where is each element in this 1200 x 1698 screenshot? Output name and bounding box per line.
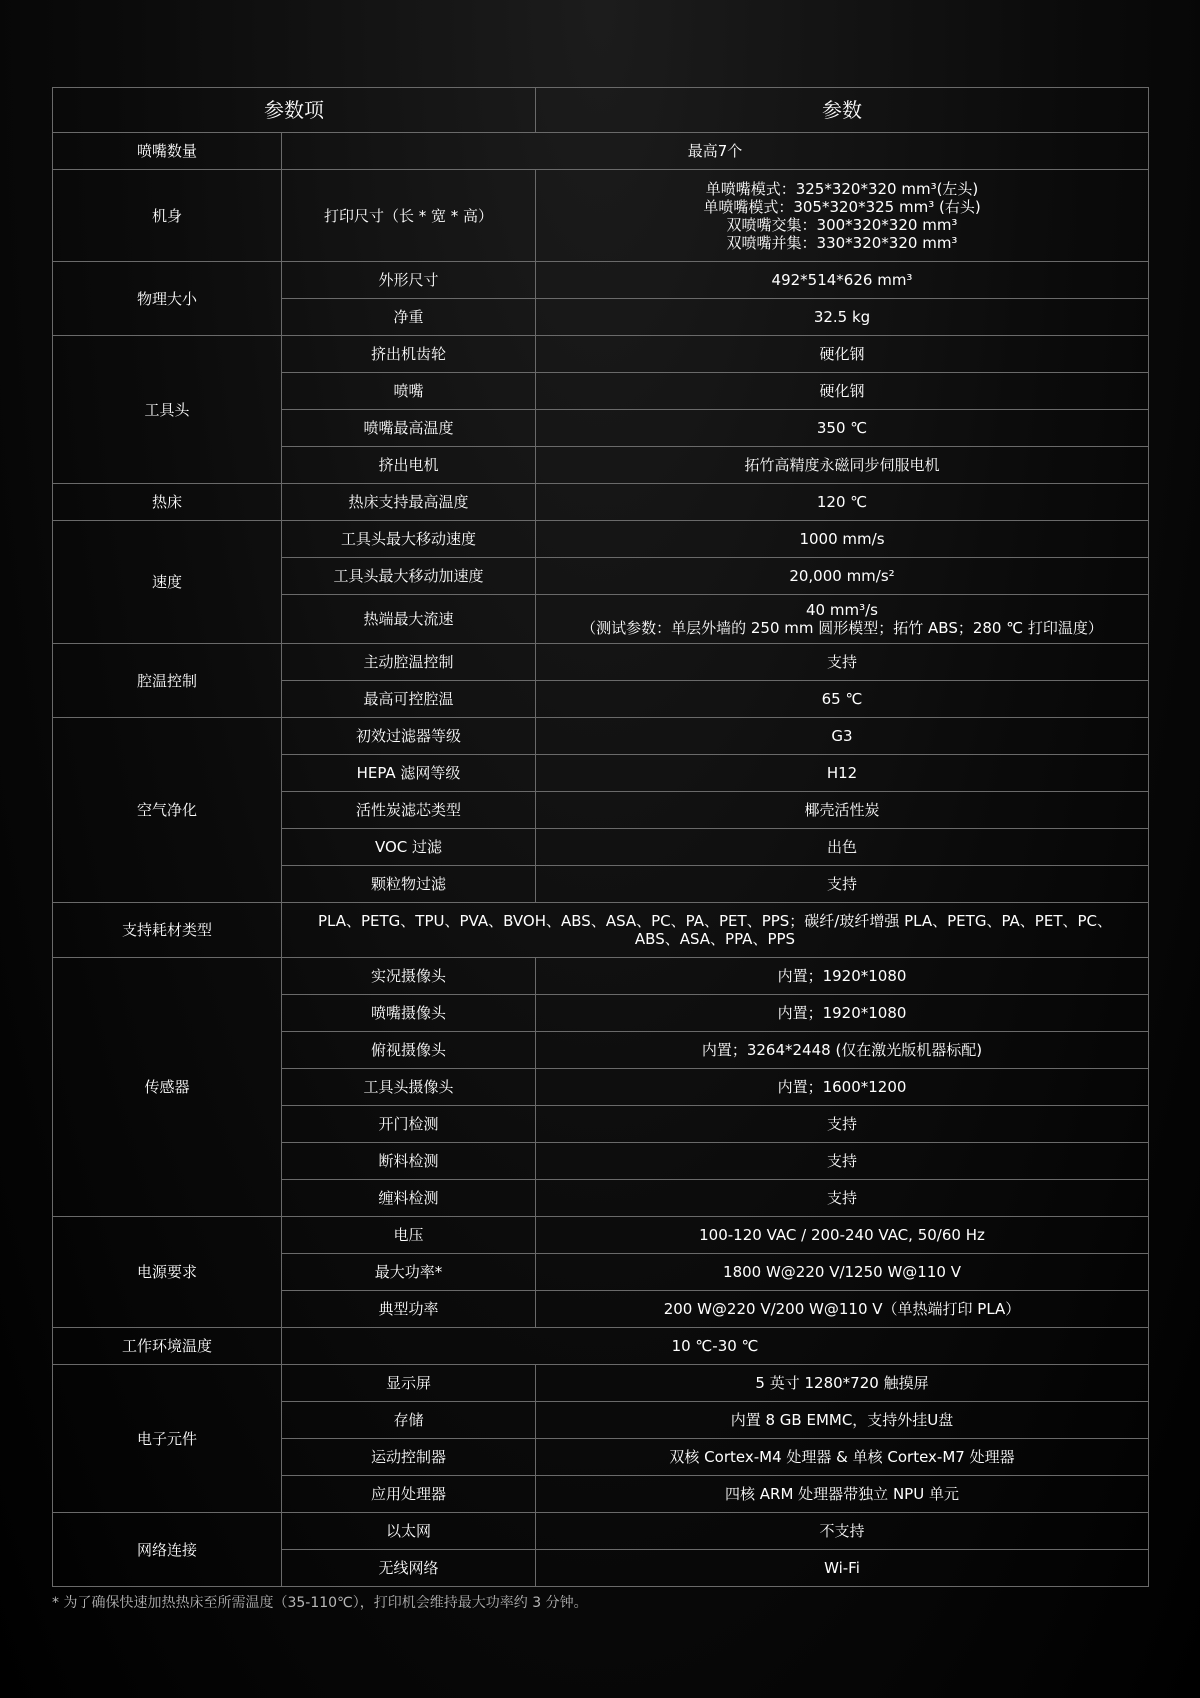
- row-label: 运动控制器: [282, 1439, 536, 1476]
- table-row: [53, 718, 1149, 755]
- group-label: 速度: [53, 521, 282, 644]
- row-value: 双核 Cortex-M4 处理器 & 单核 Cortex-M7 处理器: [536, 1439, 1149, 1476]
- row-label: 存储: [282, 1402, 536, 1439]
- group-label: 工具头: [53, 336, 282, 484]
- row-value: 支持: [536, 1106, 1149, 1143]
- row-label: 工具头最大移动速度: [282, 521, 536, 558]
- row-label: 工具头摄像头: [282, 1069, 536, 1106]
- row-label: 工作环境温度: [53, 1328, 282, 1365]
- row-value: [536, 595, 1149, 644]
- table-row: [53, 521, 1149, 558]
- row-value: 1800 W@220 V/1250 W@110 V: [536, 1254, 1149, 1291]
- row-value: 10 ℃-30 ℃: [282, 1328, 1149, 1365]
- row-label: 挤出电机: [282, 447, 536, 484]
- row-label: 最大功率*: [282, 1254, 536, 1291]
- group-label: 传感器: [53, 958, 282, 1217]
- row-label: 应用处理器: [282, 1476, 536, 1513]
- value-line: 40 mm³/s: [806, 601, 878, 619]
- value-line: 双喷嘴并集：330*320*320 mm³: [726, 233, 958, 252]
- row-value: [282, 903, 1149, 958]
- row-label: 打印尺寸（长 * 宽 * 高）: [282, 170, 536, 262]
- row-label: VOC 过滤: [282, 829, 536, 866]
- row-value: 内置 8 GB EMMC，支持外挂U盘: [536, 1402, 1149, 1439]
- spec-table: [52, 87, 1149, 1587]
- group-label: 电源要求: [53, 1217, 282, 1328]
- table-row: [53, 1365, 1149, 1402]
- table-row: [53, 170, 1149, 262]
- group-label: 物理大小: [53, 262, 282, 336]
- table-row: [53, 958, 1149, 995]
- value-line: PLA、PETG、TPU、PVA、BVOH、ABS、ASA、PC、PA、PET、PPS；碳纤/玻纤增强 PLA、PETG、PA、PET、PC、: [317, 912, 1112, 930]
- row-label: 净重: [282, 299, 536, 336]
- group-label: 腔温控制: [53, 644, 282, 718]
- row-label: 开门检测: [282, 1106, 536, 1143]
- row-value: 100-120 VAC / 200-240 VAC, 50/60 Hz: [536, 1217, 1149, 1254]
- row-value: 不支持: [536, 1513, 1149, 1550]
- group-label: 空气净化: [53, 718, 282, 903]
- row-value: 65 ℃: [536, 681, 1149, 718]
- row-label: 喷嘴最高温度: [282, 410, 536, 447]
- row-label: 喷嘴: [282, 373, 536, 410]
- row-value: 四核 ARM 处理器带独立 NPU 单元: [536, 1476, 1149, 1513]
- row-label: 主动腔温控制: [282, 644, 536, 681]
- row-label: 无线网络: [282, 1550, 536, 1587]
- header-param-value: 参数: [536, 88, 1149, 133]
- row-label: 俯视摄像头: [282, 1032, 536, 1069]
- row-label: 典型功率: [282, 1291, 536, 1328]
- row-label: 支持耗材类型: [53, 903, 282, 958]
- row-value: [536, 170, 1149, 262]
- row-value: 20,000 mm/s²: [536, 558, 1149, 595]
- header-param-item: 参数项: [53, 88, 536, 133]
- row-value: 492*514*626 mm³: [536, 262, 1149, 299]
- row-value: Wi-Fi: [536, 1550, 1149, 1587]
- row-label: 喷嘴摄像头: [282, 995, 536, 1032]
- table-row: [53, 644, 1149, 681]
- row-label: 缠料检测: [282, 1180, 536, 1217]
- row-value: 硬化钢: [536, 336, 1149, 373]
- row-value: 1000 mm/s: [536, 521, 1149, 558]
- row-label: 工具头最大移动加速度: [282, 558, 536, 595]
- row-value: 5 英寸 1280*720 触摸屏: [536, 1365, 1149, 1402]
- row-label: 最高可控腔温: [282, 681, 536, 718]
- value-line: （测试参数：单层外墙的 250 mm 圆形模型；拓竹 ABS；280 ℃ 打印温度）: [581, 619, 1103, 637]
- row-value: 内置；1920*1080: [536, 958, 1149, 995]
- row-value: H12: [536, 755, 1149, 792]
- row-value: 120 ℃: [536, 484, 1149, 521]
- table-row: [53, 336, 1149, 373]
- row-label: 实况摄像头: [282, 958, 536, 995]
- row-label: 断料检测: [282, 1143, 536, 1180]
- row-label: HEPA 滤网等级: [282, 755, 536, 792]
- value-line: ABS、ASA、PPA、PPS: [634, 930, 796, 948]
- table-row: [53, 1217, 1149, 1254]
- row-value: 椰壳活性炭: [536, 792, 1149, 829]
- row-value: 支持: [536, 866, 1149, 903]
- row-value: 内置；1920*1080: [536, 995, 1149, 1032]
- group-label: 机身: [53, 170, 282, 262]
- row-value: 200 W@220 V/200 W@110 V（单热端打印 PLA）: [536, 1291, 1149, 1328]
- row-value: 出色: [536, 829, 1149, 866]
- row-label: 喷嘴数量: [53, 133, 282, 170]
- footnote: * 为了确保快速加热热床至所需温度（35-110℃），打印机会维持最大功率约 3 分钟。: [52, 1595, 588, 1611]
- table-row: [53, 484, 1149, 521]
- row-label: 显示屏: [282, 1365, 536, 1402]
- row-label: 以太网: [282, 1513, 536, 1550]
- row-label: 外形尺寸: [282, 262, 536, 299]
- row-value: G3: [536, 718, 1149, 755]
- row-label: 电压: [282, 1217, 536, 1254]
- row-value: 内置；1600*1200: [536, 1069, 1149, 1106]
- row-value: 支持: [536, 1180, 1149, 1217]
- row-label: 颗粒物过滤: [282, 866, 536, 903]
- table-row: [53, 1513, 1149, 1550]
- row-value: 最高7个: [282, 133, 1149, 170]
- table-row: [53, 1328, 1149, 1365]
- row-label: 热床支持最高温度: [282, 484, 536, 521]
- value-line: 单喷嘴模式：305*320*325 mm³ (右头): [703, 197, 981, 216]
- group-label: 网络连接: [53, 1513, 282, 1587]
- value-line: 双喷嘴交集：300*320*320 mm³: [726, 215, 958, 234]
- row-label: 初效过滤器等级: [282, 718, 536, 755]
- table-row: [53, 262, 1149, 299]
- row-label: 热端最大流速: [282, 595, 536, 644]
- value-line: 单喷嘴模式：325*320*320 mm³(左头): [705, 179, 979, 198]
- group-label: 热床: [53, 484, 282, 521]
- row-value: 硬化钢: [536, 373, 1149, 410]
- row-value: 支持: [536, 1143, 1149, 1180]
- row-label: 活性炭滤芯类型: [282, 792, 536, 829]
- row-value: 350 ℃: [536, 410, 1149, 447]
- row-value: 内置；3264*2448 (仅在激光版机器标配): [536, 1032, 1149, 1069]
- row-value: 支持: [536, 644, 1149, 681]
- row-value: 32.5 kg: [536, 299, 1149, 336]
- row-label: 挤出机齿轮: [282, 336, 536, 373]
- table-row: [53, 133, 1149, 170]
- table-row: [53, 903, 1149, 958]
- group-label: 电子元件: [53, 1365, 282, 1513]
- table-header-row: [53, 88, 1149, 133]
- row-value: 拓竹高精度永磁同步伺服电机: [536, 447, 1149, 484]
